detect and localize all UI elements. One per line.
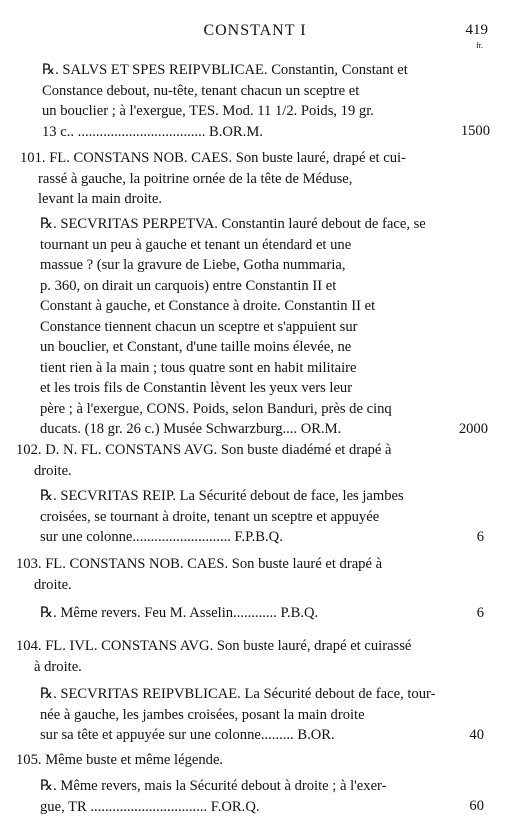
catalog-entry <box>20 148 460 210</box>
entry-line: 101. FL. CONSTANS NOB. CAES. Son buste lauré, drapé et cui- <box>20 150 406 166</box>
entry-line: à droite. <box>34 658 82 675</box>
entry-line: 104. FL. IVL. CONSTANS AVG. Son buste lauré, drapé et cuirassé <box>16 638 412 654</box>
price: 2000 <box>456 419 488 440</box>
entry-line: rassé à gauche, la poitrine ornée de la tête de Méduse, <box>38 170 353 187</box>
catalog-entry <box>22 684 484 746</box>
entry-line: ducats. (18 gr. 26 c.) Musée Schwarzburg.... OR.M. <box>40 421 342 437</box>
entry-line: p. 360, on dirait un carquois) entre Constantin II et <box>40 277 337 294</box>
catalog-entry <box>24 60 490 142</box>
entry-line: ℞. SALVS ET SPES REIPVBLICAE. Constantin, Constant et <box>42 62 408 78</box>
catalog-entry <box>22 603 484 624</box>
entry-line: ℞. SECVRITAS REIP. La Sécurité debout de face, les jambes <box>40 488 404 504</box>
catalog-entry <box>16 440 456 481</box>
price: 6 <box>474 527 484 548</box>
catalog-entry <box>22 214 488 440</box>
entry-line: un bouclier ; à l'exergue, TES. Mod. 11 1/2. Poids, 19 gr. <box>42 103 374 119</box>
entry-line: 102. D. N. FL. CONSTANS AVG. Son buste diadémé et drapé à <box>16 442 392 458</box>
entry-line: Constance debout, nu-tête, tenant chacun un sceptre et <box>42 82 360 99</box>
entry-line: ℞. Même revers. Feu M. Asselin............ P.B.Q. <box>40 605 319 621</box>
entry-line: un bouclier, et Constant, d'une taille moins élevée, ne <box>40 339 352 355</box>
entry-line: née à gauche, les jambes croisées, posant la main droite <box>40 706 365 723</box>
running-head-title: CONSTANT I <box>203 22 307 39</box>
entry-line: tournant un peu à gauche et tenant un étendard et une <box>40 236 352 253</box>
currency-note: fr. <box>476 41 483 50</box>
price: 60 <box>466 796 484 817</box>
catalog-entry <box>22 486 484 548</box>
price: 6 <box>474 603 484 624</box>
catalog-entry <box>22 776 484 817</box>
catalog-entry <box>16 750 456 771</box>
entry-line: sur sa tête et appuyée sur une colonne......... B.OR. <box>40 727 335 743</box>
entry-line: ℞. Même revers, mais la Sécurité debout à droite ; à l'exer- <box>40 778 387 794</box>
entry-line: 105. Même buste et même légende. <box>16 752 224 768</box>
entry-line: tient rien à la main ; tous quatre sont en habit militaire <box>40 359 357 376</box>
page-number: 419 <box>465 22 488 38</box>
entry-line: 103. FL. CONSTANS NOB. CAES. Son buste lauré et drapé à <box>16 556 383 572</box>
entry-line: levant la main droite. <box>38 191 163 207</box>
entry-line: croisées, se tournant à droite, tenant un sceptre et appuyée <box>40 508 380 525</box>
entry-line: ℞. SECVRITAS REIPVBLICAE. La Sécurité debout de face, tour- <box>40 686 436 702</box>
price: 40 <box>466 725 484 746</box>
entry-line: père ; à l'exergue, CONS. Poids, selon Banduri, près de cinq <box>40 400 392 417</box>
entry-line: Constant à gauche, et Constance à droite. Constantin II et <box>40 298 376 314</box>
catalog-entry <box>16 636 456 677</box>
entry-line: droite. <box>34 462 72 479</box>
entry-line: massue ? (sur la gravure de Liebe, Gotha nummaria, <box>40 257 346 273</box>
entry-line: 13 c.. ................................... B.OR.M. <box>42 123 263 140</box>
entry-line: ℞. SECVRITAS PERPETVA. Constantin lauré debout de face, se <box>40 216 426 232</box>
entry-line: et les trois fils de Constantin lèvent les yeux vers leur <box>40 380 353 396</box>
entry-line: sur une colonne........................... F.P.B.Q. <box>40 529 283 545</box>
entry-line: Constance tiennent chacun un sceptre et s'appuient sur <box>40 318 358 335</box>
entry-line: droite. <box>34 576 72 593</box>
price: 1500 <box>458 121 490 142</box>
entry-line: gue, TR ................................ F.OR.Q. <box>40 798 260 815</box>
catalog-entry <box>16 554 456 595</box>
